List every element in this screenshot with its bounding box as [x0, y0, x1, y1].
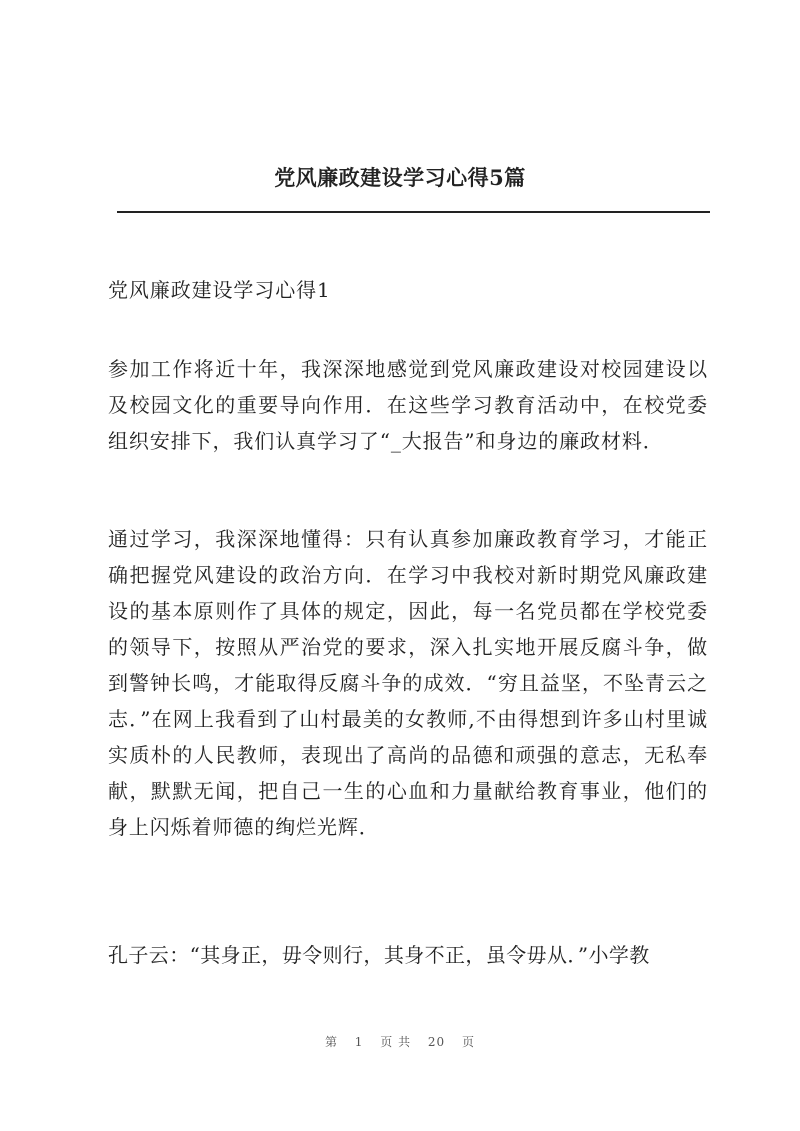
page-footer — [0, 1033, 800, 1050]
paragraph-2: 通过学习，我深深地懂得：只有认真参加廉政教育学习，才能正确把握党风建设的政治方向．在学习中我校对新时期党风廉政建设的基本原则作了具体的规定，因此，每一名党员都在学校党委的领导下，按照从严治党的要求，深入扎实地开展反腐斗争，做到警钟长鸣，才能取得反腐斗争的成效．“穷且益坚，不坠青云之志．”在网上我看到了山村最美的女教师,不由得想到许多山村里诚实质朴的人民教师，表现出了高尚的品德和顽强的意志，无私奉献，默默无闻，把自己一生的心血和力量献给教育事业，他们的身上闪烁着师德的绚烂光辉． — [108, 527, 708, 839]
footer-label-of: 页 共 — [380, 1035, 412, 1049]
paragraph-3: 孔子云：“其身正，毋令则行，其身不正，虽令毋从．”小学教 — [108, 943, 650, 967]
title-divider — [117, 211, 710, 213]
section-heading: 党风廉政建设学习心得1 — [108, 278, 331, 302]
footer-label-pages: 页 — [462, 1035, 476, 1049]
paragraph-1: 参加工作将近十年，我深深地感觉到党风廉政建设对校园建设以及校园文化的重要导向作用．在这些学习教育活动中，在校党委组织安排下，我们认真学习了“_大报告”和身边的廉政材料． — [108, 357, 708, 453]
footer-label-page: 第 — [324, 1035, 338, 1049]
document-title: 党风廉政建设学习心得5篇 — [274, 165, 526, 190]
footer-current-page: 1 — [354, 1035, 364, 1049]
footer-total-pages: 20 — [427, 1035, 446, 1049]
